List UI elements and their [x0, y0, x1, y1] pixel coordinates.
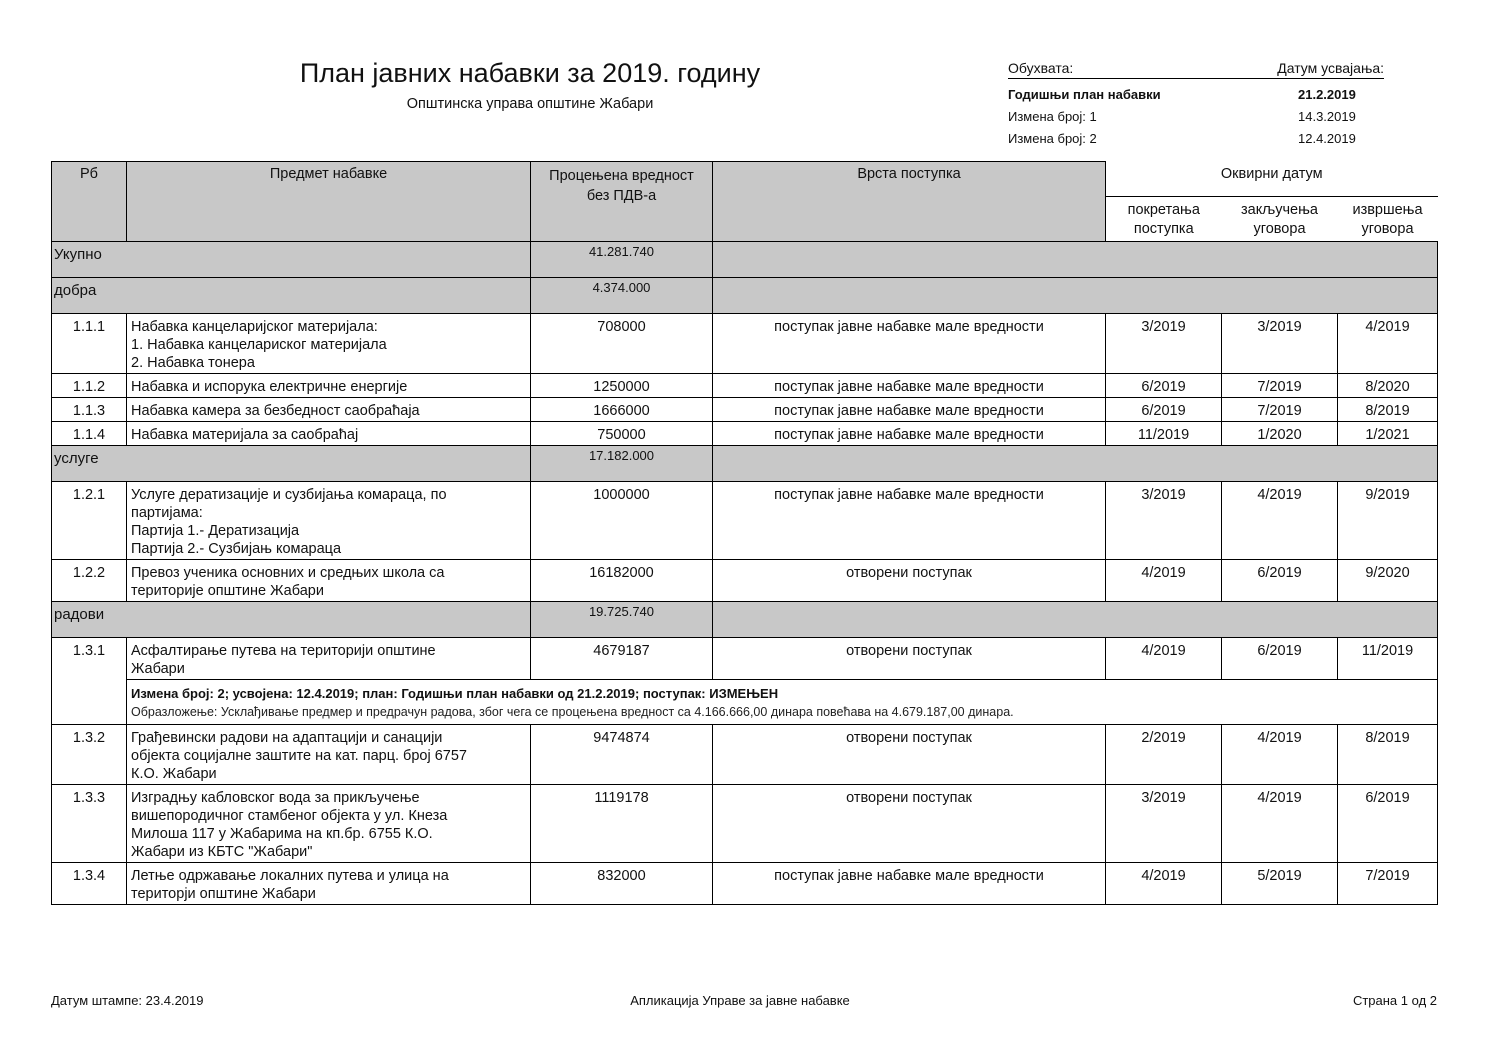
item-procedure: отворени поступак — [713, 559, 1106, 601]
section-row — [52, 277, 1438, 313]
item-subject: Асфалтирање путева на територији општине Жабари — [127, 637, 531, 679]
item-number: 1.3.3 — [52, 784, 127, 862]
covers-label: Обухвата: — [1008, 60, 1074, 76]
section-filler — [713, 601, 1438, 637]
item-contract-date: 6/2019 — [1222, 637, 1338, 679]
item-execution-date: 7/2019 — [1338, 862, 1438, 904]
item-start-date: 4/2019 — [1106, 637, 1222, 679]
col-start-header: покретања поступка — [1106, 196, 1222, 241]
section-label: услуге — [52, 445, 531, 481]
item-subject: Набавка камера за безбедност саобраћаја — [127, 397, 531, 421]
item-number: 1.3.4 — [52, 862, 127, 904]
item-subject: Услуге дератизације и сузбијања комараца, по партијама: Партија 1.- Дератизација Партија 2.- Сузбијањ комараца — [127, 481, 531, 559]
item-contract-date: 1/2020 — [1222, 421, 1338, 445]
item-execution-date: 11/2019 — [1338, 637, 1438, 679]
item-number: 1.3.2 — [52, 724, 127, 784]
item-start-date: 3/2019 — [1106, 481, 1222, 559]
item-contract-date: 7/2019 — [1222, 397, 1338, 421]
item-procedure: поступак јавне набавке мале вредности — [713, 313, 1106, 373]
amendment-note — [127, 679, 1438, 724]
item-value: 832000 — [531, 862, 713, 904]
item-procedure: отворени поступак — [713, 784, 1106, 862]
item-value: 9474874 — [531, 724, 713, 784]
meta-row: Измена број: 2 12.4.2019 — [1008, 131, 1356, 146]
col-dates-header: Оквирни датум — [1106, 162, 1438, 197]
col-execution-header: извршења уговора — [1338, 196, 1438, 241]
table-row — [52, 559, 1438, 601]
item-execution-date: 1/2021 — [1338, 421, 1438, 445]
item-contract-date: 3/2019 — [1222, 313, 1338, 373]
item-value: 16182000 — [531, 559, 713, 601]
adoption-date-label: Датум усвајања: — [1277, 60, 1384, 76]
total-row — [52, 241, 1438, 277]
section-label: Укупно — [52, 241, 531, 277]
item-contract-date: 6/2019 — [1222, 559, 1338, 601]
meta-row: Годишњи план набавки 21.2.2019 — [1008, 87, 1356, 102]
col-value-header: Процењена вредност без ПДВ-а — [531, 162, 713, 242]
item-subject: Превоз ученика основних и средњих школа са територије општине Жабари — [127, 559, 531, 601]
header-row — [52, 162, 1438, 197]
page-title: План јавних набавки за 2019. годину — [299, 58, 761, 88]
item-subject: Набавка материјала за саобраћај — [127, 421, 531, 445]
item-value: 708000 — [531, 313, 713, 373]
item-execution-date: 4/2019 — [1338, 313, 1438, 373]
app-name: Апликација Управе за јавне набавке — [630, 993, 850, 1008]
table-row — [52, 313, 1438, 373]
item-start-date: 6/2019 — [1106, 397, 1222, 421]
item-value: 1000000 — [531, 481, 713, 559]
item-subject: Летње одржавање локалних путева и улица на територји општине Жабари — [127, 862, 531, 904]
table-row — [52, 637, 1438, 679]
page-subtitle: Општинска управа општине Жабари — [406, 96, 654, 112]
section-total: 19.725.740 — [531, 601, 713, 637]
col-contract-header: закључења уговора — [1222, 196, 1338, 241]
col-procedure-header: Врста поступка — [713, 162, 1106, 242]
item-procedure: отворени поступак — [713, 724, 1106, 784]
item-execution-date: 9/2020 — [1338, 559, 1438, 601]
meta-row: Измена број: 1 14.3.2019 — [1008, 109, 1356, 124]
item-contract-date: 4/2019 — [1222, 784, 1338, 862]
table-row — [52, 373, 1438, 397]
item-start-date: 4/2019 — [1106, 862, 1222, 904]
item-contract-date: 4/2019 — [1222, 724, 1338, 784]
item-start-date: 3/2019 — [1106, 313, 1222, 373]
item-subject: Грађевински радови на адаптацији и санацији објекта социјалне заштите на кат. парц. број 6757 К.О. Жабари — [127, 724, 531, 784]
table-row — [52, 724, 1438, 784]
item-start-date: 4/2019 — [1106, 559, 1222, 601]
section-row — [52, 445, 1438, 481]
section-row — [52, 601, 1438, 637]
item-procedure: отворени поступак — [713, 637, 1106, 679]
item-number: 1.3.1 — [52, 637, 127, 724]
item-start-date: 6/2019 — [1106, 373, 1222, 397]
table-row — [52, 397, 1438, 421]
section-filler — [713, 277, 1438, 313]
item-execution-date: 6/2019 — [1338, 784, 1438, 862]
print-date: Датум штампе: 23.4.2019 — [51, 993, 204, 1008]
section-total: 41.281.740 — [531, 241, 713, 277]
amendment-note-reason: Образложење: Усклађивање предмер и предрачун радова, због чега се процењена вредност са 4.166.666,00 динара повећава на 4.679.187,00 динара. — [131, 704, 1014, 719]
item-number: 1.1.4 — [52, 421, 127, 445]
item-contract-date: 4/2019 — [1222, 481, 1338, 559]
item-execution-date: 8/2020 — [1338, 373, 1438, 397]
adoption-meta — [1008, 60, 1384, 148]
section-label: добра — [52, 277, 531, 313]
section-total: 4.374.000 — [531, 277, 713, 313]
item-number: 1.2.2 — [52, 559, 127, 601]
item-number: 1.2.1 — [52, 481, 127, 559]
item-execution-date: 9/2019 — [1338, 481, 1438, 559]
table-row — [52, 862, 1438, 904]
section-label: радови — [52, 601, 531, 637]
item-value: 4679187 — [531, 637, 713, 679]
procurement-table — [51, 161, 1438, 905]
item-number: 1.1.2 — [52, 373, 127, 397]
amendment-note-row — [52, 679, 1438, 724]
col-subject-header: Предмет набавке — [127, 162, 531, 242]
item-procedure: поступак јавне набавке мале вредности — [713, 421, 1106, 445]
section-filler — [713, 241, 1438, 277]
item-procedure: поступак јавне набавке мале вредности — [713, 481, 1106, 559]
item-contract-date: 7/2019 — [1222, 373, 1338, 397]
item-value: 1666000 — [531, 397, 713, 421]
table-row — [52, 784, 1438, 862]
item-start-date: 3/2019 — [1106, 784, 1222, 862]
table-row — [52, 421, 1438, 445]
item-number: 1.1.1 — [52, 313, 127, 373]
item-subject: Набавка канцеларијског материјала: 1. Набавка канцелариског материјала 2. Набавка тонера — [127, 313, 531, 373]
section-total: 17.182.000 — [531, 445, 713, 481]
item-procedure: поступак јавне набавке мале вредности — [713, 397, 1106, 421]
item-number: 1.1.3 — [52, 397, 127, 421]
item-procedure: поступак јавне набавке мале вредности — [713, 373, 1106, 397]
item-value: 750000 — [531, 421, 713, 445]
item-contract-date: 5/2019 — [1222, 862, 1338, 904]
item-start-date: 2/2019 — [1106, 724, 1222, 784]
item-procedure: поступак јавне набавке мале вредности — [713, 862, 1106, 904]
item-start-date: 11/2019 — [1106, 421, 1222, 445]
item-value: 1250000 — [531, 373, 713, 397]
item-subject: Изградњу кабловског вода за прикључење вишепородичног стамбеног објекта у ул. Кнеза Милоша 117 у Жабарима на кп.бр. 6755 К.О. Жабари из КБТС "Жабари" — [127, 784, 531, 862]
item-subject: Набавка и испорука електричне енергије — [127, 373, 531, 397]
table-row — [52, 481, 1438, 559]
page-number: Страна 1 од 2 — [1352, 993, 1437, 1008]
col-rb-header: Рб — [52, 162, 127, 242]
amendment-note-title: Измена број: 2; усвојена: 12.4.2019; план: Годишњи план набавки од 21.2.2019; поступак: ИЗМЕЊЕН — [131, 685, 779, 701]
item-value: 1119178 — [531, 784, 713, 862]
section-filler — [713, 445, 1438, 481]
item-execution-date: 8/2019 — [1338, 724, 1438, 784]
item-execution-date: 8/2019 — [1338, 397, 1438, 421]
